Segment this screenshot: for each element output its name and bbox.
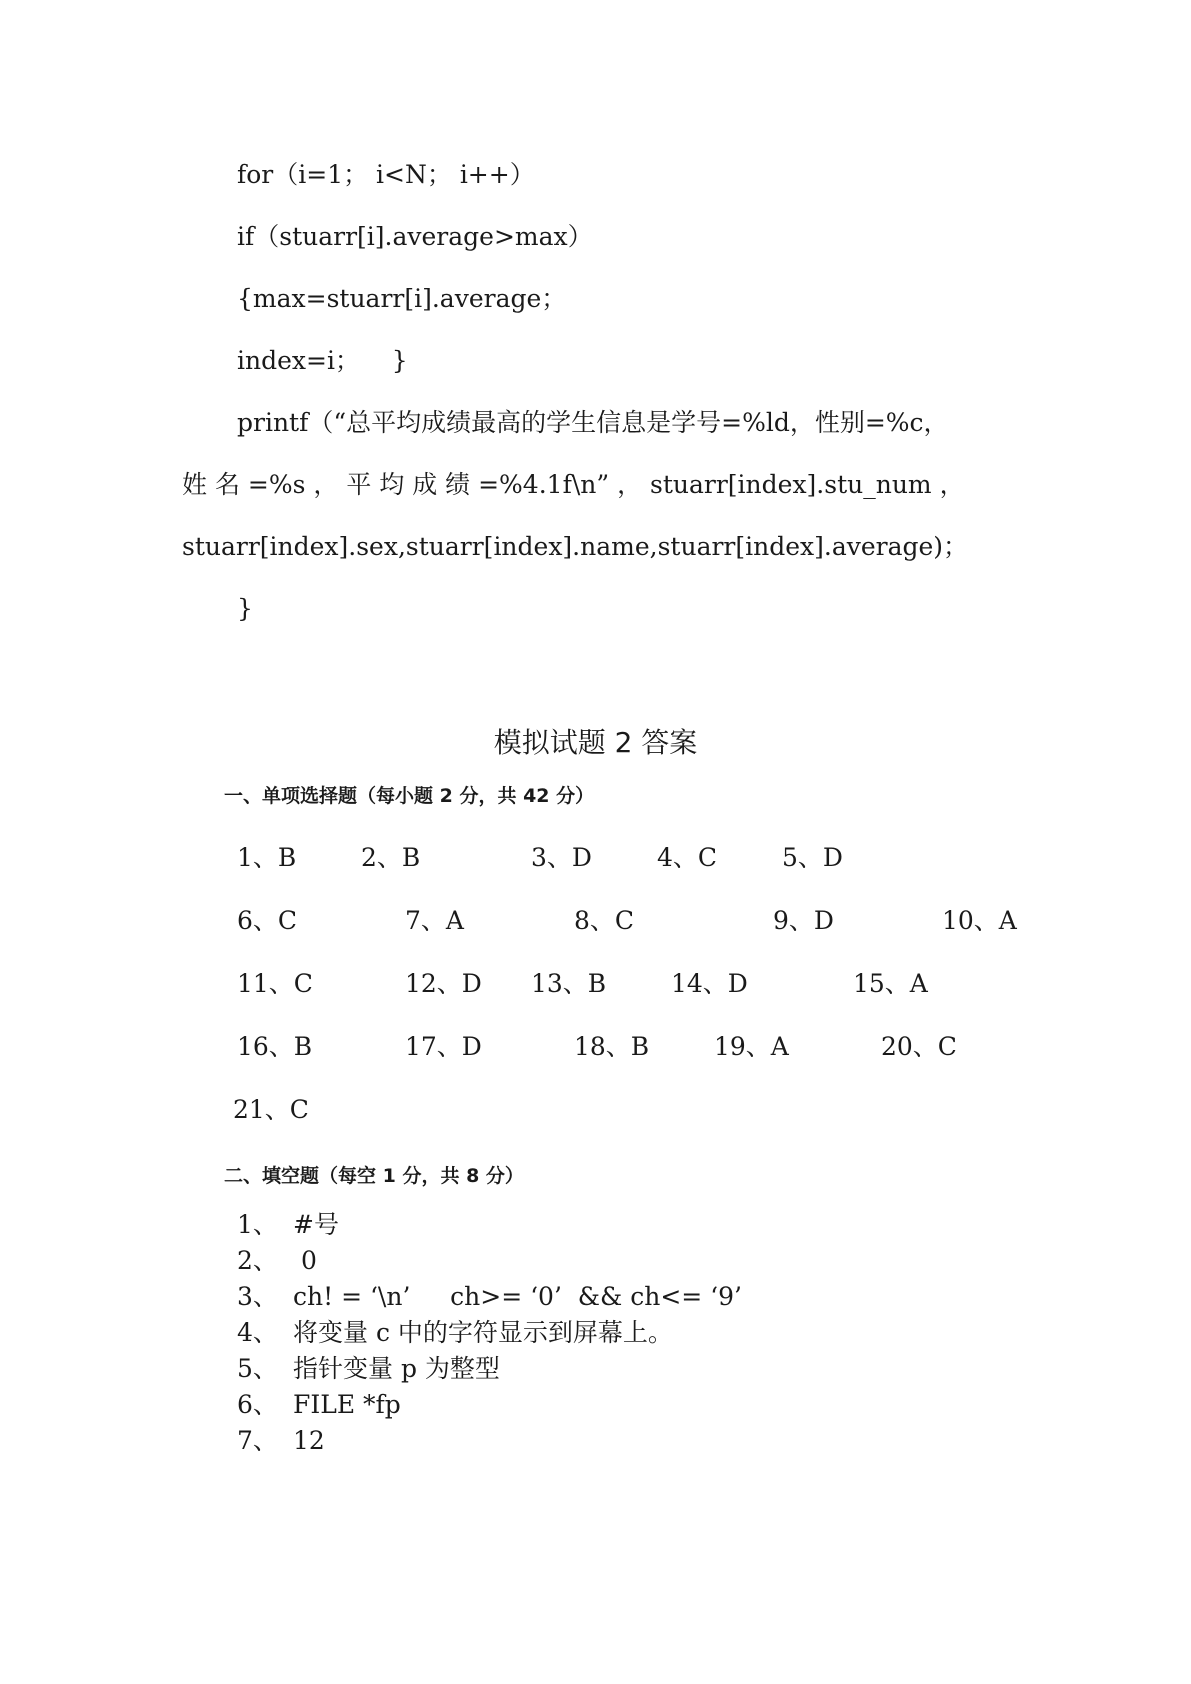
- fill-item-2: [237, 1246, 317, 1276]
- answer-item: 1、B: [237, 843, 297, 872]
- fill-item-answer: FILE *fp: [293, 1390, 401, 1419]
- fill-item-number: 4、: [237, 1318, 278, 1347]
- fill-item-number: 2、: [237, 1246, 278, 1275]
- code-line-close-brace: }: [237, 594, 253, 623]
- fill-item-7: [237, 1426, 325, 1456]
- fill-item-6: [237, 1390, 401, 1420]
- code-line-if: if（stuarr[i].average>max）: [237, 222, 593, 251]
- fill-item-5: [237, 1354, 500, 1384]
- answer-item: 16、B: [237, 1032, 313, 1061]
- code-line-printf: printf（“总平均成绩最高的学生信息是学号=%ld，性别=%c，: [237, 408, 949, 437]
- page-title: 模拟试题 2 答案: [493, 726, 698, 759]
- code-line-printf-cont-1: 姓 名 =%s ， 平 均 成 绩 =%4.1f\n” ， stuarr[index].stu_num ，: [182, 470, 965, 499]
- section2-heading: 二、填空题（每空 1 分，共 8 分）: [224, 1165, 524, 1187]
- fill-item-answer: 将变量 c 中的字符显示到屏幕上。: [293, 1318, 673, 1347]
- answer-item: 15、A: [853, 969, 928, 998]
- fill-item-answer: #号: [293, 1210, 339, 1239]
- answer-item: 3、D: [531, 843, 592, 872]
- answer-item: 6、C: [237, 906, 298, 935]
- fill-item-number: 7、: [237, 1426, 278, 1455]
- fill-item-answer: ch! = ‘\n’ ch>= ‘0’ && ch<= ‘9’: [293, 1282, 742, 1311]
- code-line-for: for（i=1； i<N； i++）: [237, 160, 535, 189]
- fill-item-number: 6、: [237, 1390, 278, 1419]
- answer-item: 14、D: [671, 969, 748, 998]
- answer-item: 18、B: [574, 1032, 650, 1061]
- fill-item-1: [237, 1210, 339, 1240]
- answer-item: 17、D: [405, 1032, 482, 1061]
- fill-item-answer: 12: [293, 1426, 325, 1455]
- answer-item: 8、C: [574, 906, 635, 935]
- section1-heading: 一、单项选择题（每小题 2 分，共 42 分）: [224, 785, 595, 807]
- answer-item: 9、D: [773, 906, 834, 935]
- answer-item: 5、D: [782, 843, 843, 872]
- fill-item-number: 5、: [237, 1354, 278, 1383]
- answer-item: 7、A: [405, 906, 464, 935]
- answer-item: 10、A: [942, 906, 1017, 935]
- code-line-max-assign: {max=stuarr[i].average；: [237, 284, 567, 313]
- answer-item: 2、B: [361, 843, 421, 872]
- fill-item-3: [237, 1282, 742, 1312]
- code-line-index-assign: index=i； }: [237, 346, 408, 375]
- fill-item-number: 1、: [237, 1210, 278, 1239]
- fill-item-number: 3、: [237, 1282, 278, 1311]
- answer-item: 12、D: [405, 969, 482, 998]
- answer-item: 21、C: [233, 1095, 309, 1124]
- answer-item: 11、C: [237, 969, 313, 998]
- answer-item: 4、C: [657, 843, 718, 872]
- answer-item: 20、C: [881, 1032, 957, 1061]
- fill-item-4: [237, 1318, 673, 1348]
- fill-item-answer: 指针变量 p 为整型: [293, 1354, 500, 1383]
- fill-item-answer: 0: [293, 1246, 317, 1275]
- answer-item: 19、A: [714, 1032, 789, 1061]
- code-line-printf-cont-2: stuarr[index].sex,stuarr[index].name,stuarr[index].average)；: [182, 532, 969, 561]
- answer-item: 13、B: [531, 969, 607, 998]
